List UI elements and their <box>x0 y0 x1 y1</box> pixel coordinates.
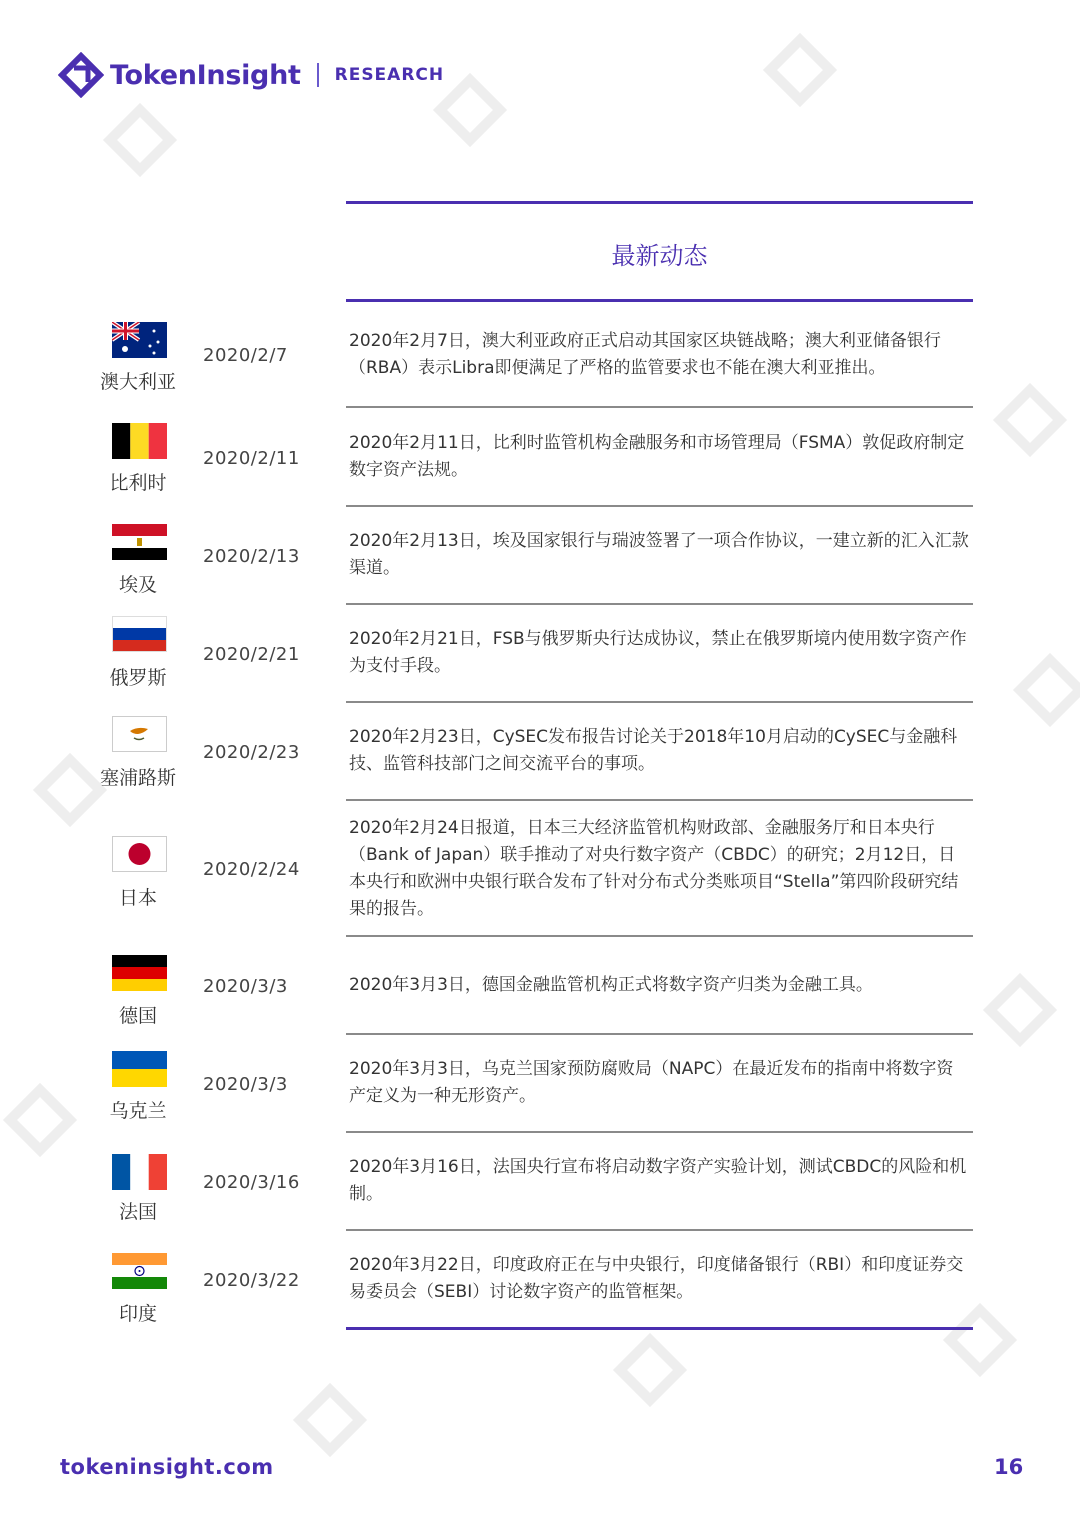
entry-text: 2020年3月3日，乌克兰国家预防腐败局（NAPC）在最近发布的指南中将数字资产定义为一种无形资产。 <box>349 1059 954 1106</box>
entry-text: 2020年3月22日，印度政府正在与中央银行，印度储备银行（RBI）和印度证券交易委员会（SEBI）讨论数字资产的监管框架。 <box>349 1255 964 1302</box>
section-bottom-rule <box>346 1327 973 1330</box>
cyprus-flag <box>112 716 167 752</box>
france-flag <box>112 1154 167 1190</box>
entry-date: 2020/2/7 <box>203 345 288 366</box>
country-label: 法国 <box>118 1201 157 1223</box>
entry-date: 2020/3/16 <box>203 1172 300 1193</box>
entry-date: 2020/3/22 <box>203 1270 300 1291</box>
row-divider <box>346 603 973 605</box>
section-top-rule <box>346 201 973 204</box>
entry-text: 2020年3月16日，法国央行宣布将启动数字资产实验计划，测试CBDC的风险和机制。 <box>349 1157 967 1204</box>
row-divider <box>346 799 973 801</box>
country-label: 埃及 <box>118 574 157 596</box>
egypt-flag <box>112 524 167 560</box>
entry-text: 2020年2月24日报道，日本三大经济监管机构财政部、金融服务厅和日本央行（Bank of Japan）联手推动了对央行数字资产（CBDC）的研究；2月12日，日本央行和欧洲中央银行联合发布了针对分布式分类账项目“Stella”第四阶段研究结果的报告。 <box>349 818 959 919</box>
entry-text: 2020年2月11日，比利时监管机构金融服务和市场管理局（FSMA）敦促政府制定数字资产法规。 <box>349 433 965 480</box>
row-divider <box>346 1131 973 1133</box>
entry-date: 2020/2/21 <box>203 644 300 665</box>
belgium-flag <box>112 423 167 459</box>
entry-text: 2020年2月23日，CySEC发布报告讨论关于2018年10月启动的CySEC与金融科技、监管科技部门之间交流平台的事项。 <box>349 727 958 774</box>
brand-name: TokenInsight <box>110 59 301 91</box>
india-flag <box>112 1253 167 1289</box>
entry-date: 2020/3/3 <box>203 1074 288 1095</box>
header-divider <box>317 63 319 87</box>
germany-flag <box>112 955 167 991</box>
tokeninsight-logo-icon <box>58 52 104 98</box>
page-number: 16 <box>994 1455 1024 1479</box>
entry-date: 2020/2/24 <box>203 859 300 880</box>
country-label: 日本 <box>118 887 157 909</box>
section-title-rule <box>346 299 973 302</box>
entry-date: 2020/2/23 <box>203 742 300 763</box>
page-header <box>58 52 444 98</box>
entry-text: 2020年3月3日，德国金融监管机构正式将数字资产归类为金融工具。 <box>349 975 873 995</box>
entry-text: 2020年2月7日，澳大利亚政府正式启动其国家区块链战略；澳大利亚储备银行（RBA）表示Libra即便满足了严格的监管要求也不能在澳大利亚推出。 <box>349 331 941 378</box>
row-divider <box>346 935 973 937</box>
country-label: 印度 <box>118 1303 157 1325</box>
entry-date: 2020/2/11 <box>203 448 300 469</box>
row-divider <box>346 1033 973 1035</box>
section-title: 最新动态 <box>611 242 708 270</box>
entry-date: 2020/3/3 <box>203 976 288 997</box>
row-divider <box>346 701 973 703</box>
country-label: 比利时 <box>109 472 167 494</box>
entry-text: 2020年2月21日，FSB与俄罗斯央行达成协议，禁止在俄罗斯境内使用数字资产作为支付手段。 <box>349 629 967 676</box>
row-divider <box>346 1229 973 1231</box>
australia-flag <box>112 322 167 358</box>
country-label: 塞浦路斯 <box>99 767 176 789</box>
row-divider <box>346 505 973 507</box>
footer-website-link[interactable]: tokeninsight.com <box>60 1455 274 1479</box>
ukraine-flag <box>112 1051 167 1087</box>
country-label: 乌克兰 <box>109 1100 167 1122</box>
russia-flag <box>112 616 167 652</box>
country-label: 俄罗斯 <box>109 667 167 689</box>
country-label: 德国 <box>118 1005 157 1027</box>
country-label: 澳大利亚 <box>99 371 176 393</box>
japan-flag <box>112 836 167 872</box>
entry-date: 2020/2/13 <box>203 546 300 567</box>
entry-text: 2020年2月13日，埃及国家银行与瑞波签署了一项合作协议，一建立新的汇入汇款渠道。 <box>349 531 969 578</box>
row-divider <box>346 406 973 408</box>
section-label: RESEARCH <box>334 65 445 85</box>
